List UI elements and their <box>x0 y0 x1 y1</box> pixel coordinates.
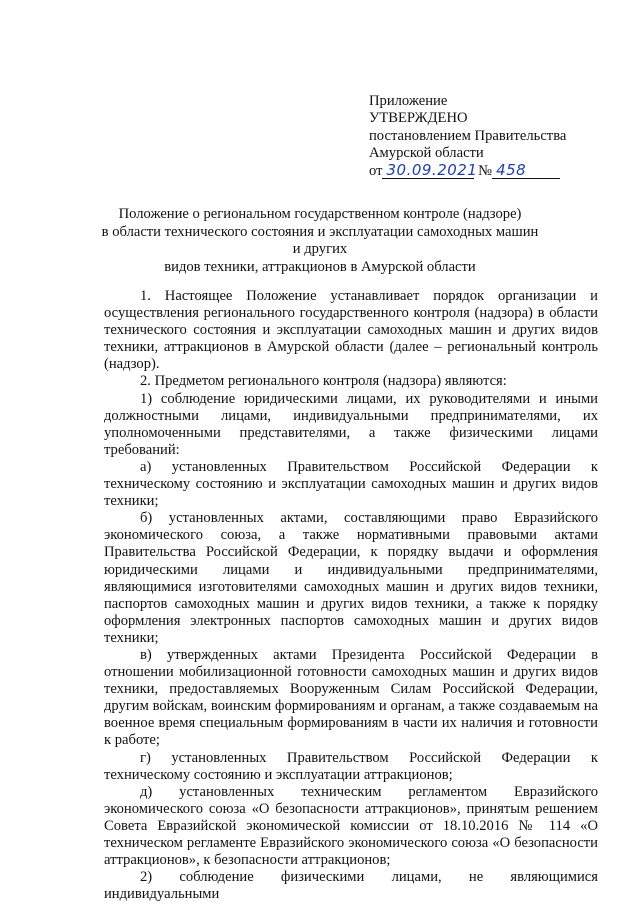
region-label: Амурской области <box>369 145 484 162</box>
title-line-1: Положение о региональном государственном контроле (надзоре) <box>118 206 522 222</box>
paragraph-9: 2) соблюдение физическими лицами, не являющимися индивидуальными <box>104 869 598 903</box>
appendix-label: Приложение <box>369 93 448 109</box>
paragraph-1: 1. Настоящее Положение устанавливает порядок организации и осуществления регионального государственного контроля (надзора) в области технического состояния и эксплуатации самоходных машин и других видов техники, аттракционов в Амурской области (далее – региональный контроль (надзор). <box>104 288 598 373</box>
paragraph-4: а) установленных Правительством Российской Федерации к техническому состоянию и эксплуатации самоходных машин и других видов техники; <box>104 458 598 510</box>
number-sign: № <box>478 162 493 179</box>
title-line-3: видов техники, аттракционов в Амурской области <box>164 258 476 275</box>
paragraph-3: 1) соблюдение юридическими лицами, их руководителями и иными должностными лицами, индивидуальными предпринимателями, их уполномоченными представителями, а также физическими лицами требований: <box>104 390 598 458</box>
approved-label: УТВЕРЖДЕНО <box>369 110 468 127</box>
paragraph-7: г) установленных Правительством Российской Федерации к техническому состоянию и эксплуатации аттракционов; <box>104 749 598 783</box>
handwritten-number: 458 <box>492 163 560 179</box>
appendix-approval-block <box>369 93 599 180</box>
date-number-line <box>369 160 599 180</box>
handwritten-date: 30.09.2021 <box>382 163 474 179</box>
document-body <box>104 288 598 903</box>
resolution-label: постановлением Правительства <box>369 127 567 144</box>
from-label: от <box>369 162 383 179</box>
paragraph-6: в) утвержденных актами Президента Российской Федерации в отношении мобилизационной готовности самоходных машин и других видов техники, предоставляемых Вооруженным Силам Российской Федерации, другим войскам, воинским формированиям и органам, а также создаваемым на военное время специальным формированиям в части их наличия и готовности к работе; <box>104 646 598 749</box>
paragraph-5: б) установленных актами, составляющими право Евразийского экономического союза, а также нормативными правовыми актами Правительства Российской Федерации, к порядку выдачи и оформления юридическими лицами и индивидуальными предпринимателями, являющимися изготовителями самоходных машин и других видов техники, паспортов самоходных машин и других видов техники, а также к порядку оформления электронных паспортов самоходных машин и других видов техники; <box>104 510 598 646</box>
paragraph-2: 2. Предметом регионального контроля (надзора) являются: <box>140 373 507 390</box>
title-line-2: в области технического состояния и эксплуатации самоходных машин и других <box>101 223 539 258</box>
paragraph-8: д) установленных техническим регламентом Евразийского экономического союза «О безопасности аттракционов», принятым решением Совета Евразийской экономической комиссии от 18.10.2016 № 114 «О техническом регламенте Евразийского экономического союза «О безопасности аттракционов», к безопасности аттракционов; <box>104 783 598 869</box>
document-title <box>100 206 540 276</box>
